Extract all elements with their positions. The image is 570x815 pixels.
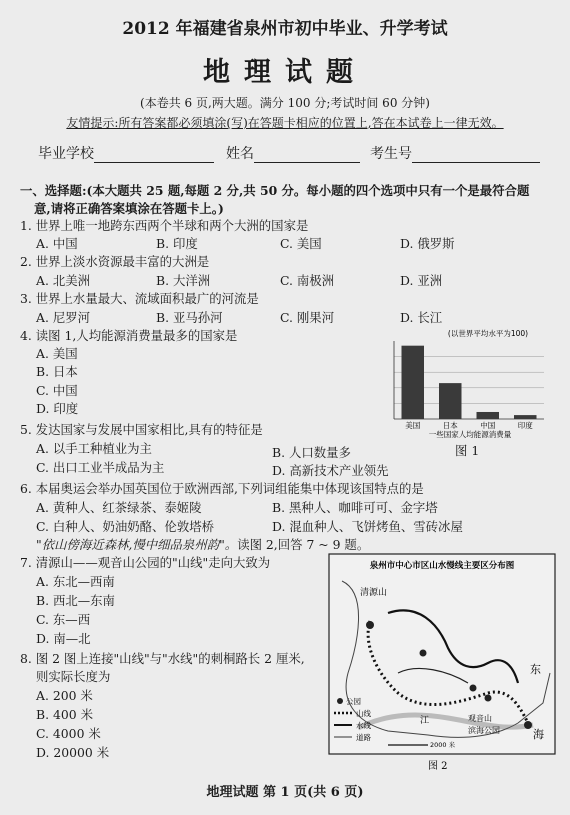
section-heading: 一、选择题:(本大题共 25 题,每题 2 分,共 50 分。每小题的四个选项中只有一个是最符合题 [20, 183, 530, 198]
q3-option-c: C. 刚果河 [280, 310, 335, 325]
q1-option-a: A. 中国 [36, 236, 78, 251]
q2-option-c: C. 南极洲 [280, 273, 335, 288]
q6-option-a: A. 黄种人、红茶绿茶、泰姬陵 [36, 500, 202, 515]
exam-no-blank [412, 148, 540, 163]
park-dot [420, 650, 427, 657]
q6-option-c: C. 白种人、奶油奶酪、伦敦塔桥 [36, 519, 214, 534]
chart-bar [439, 383, 462, 419]
legend-park: 公园 [346, 697, 361, 706]
q5-option-b: B. 人口数量多 [272, 445, 351, 460]
park-qingyuan [366, 621, 374, 629]
figure1-caption: 图 1 [455, 443, 480, 458]
legend-water: 水线 [356, 721, 371, 730]
name-field [226, 143, 360, 163]
intro-rest: 读图 2,回答 7 ~ 9 题。 [237, 537, 370, 552]
q8-stem-line2: 则实际长度为 [36, 669, 111, 684]
legend-park-icon [337, 698, 343, 704]
page-footer: 地理试题 第 1 页(共 6 页) [206, 785, 364, 800]
exam-no-field [370, 143, 540, 163]
chart-category-label: 中国 [480, 421, 496, 430]
q7-stem: 7. 清源山——观音山公园的"山线"走向大致为 [20, 555, 271, 570]
q8-option-c: C. 4000 米 [36, 726, 101, 741]
label-guanyin: 观音山 [468, 714, 492, 723]
exam-title: 2012 年福建省泉州市初中毕业、升学考试 [122, 19, 448, 39]
q8-option-b: B. 400 米 [36, 707, 93, 722]
chart-category-label: 日本 [442, 421, 458, 430]
q3-option-a: A. 尼罗河 [36, 310, 90, 325]
figure1-bar-chart [388, 329, 554, 444]
chart-bar [402, 346, 425, 419]
q5-option-d: D. 高新技术产业领先 [272, 463, 389, 478]
q5-stem: 5. 发达国家与发展中国家相比,具有的特征是 [20, 422, 263, 437]
q5-option-a: A. 以手工种植业为主 [36, 441, 152, 456]
school-blank [94, 148, 214, 163]
label-east: 东 [530, 663, 541, 676]
intro-quote: "依山傍海近森林,慢中细品泉州韵"。 [36, 537, 238, 552]
figure2-caption: 图 2 [428, 761, 448, 772]
q2-stem: 2. 世界上淡水资源最丰富的大洲是 [20, 254, 210, 269]
name-label: 姓名 [226, 146, 254, 162]
q7-option-d: D. 南—北 [36, 631, 91, 646]
exam-no-label: 考生号 [370, 146, 412, 162]
figure2-map [328, 553, 556, 773]
q6-option-d: D. 混血种人、飞饼烤鱼、雪砖冰屋 [272, 519, 463, 534]
park-binhai [524, 721, 532, 729]
q4-option-b: B. 日本 [36, 364, 78, 379]
scale-text: 2000 米 [430, 741, 456, 749]
chart-category-label: 印度 [517, 421, 533, 430]
q6-stem: 6. 本届奥运会举办国英国位于欧洲西部,下列词组能集中体现该国特点的是 [20, 481, 424, 496]
label-sea: 海 [533, 728, 544, 741]
chart-x-label: 一些国家人均能源消费量 [428, 430, 512, 439]
q7-option-c: C. 东—西 [36, 612, 91, 627]
label-qingyuan: 清源山 [360, 588, 388, 598]
q4-option-d: D. 印度 [36, 401, 79, 416]
q1-option-b: B. 印度 [156, 236, 198, 251]
q8-stem: 8. 图 2 图上连接"山线"与"水线"的刺桐路长 2 厘米, [20, 651, 305, 666]
chart-title: (以世界平均水平为100) [447, 329, 529, 338]
park-dot [470, 685, 477, 692]
q1-option-c: C. 美国 [280, 236, 322, 251]
q4-stem: 4. 读图 1,人均能源消费量最多的国家是 [20, 328, 238, 343]
section-heading-line2: 意,请将正确答案填涂在答题卡上。) [34, 201, 224, 216]
label-binhai: 滨海公园 [468, 726, 500, 735]
friendly-tip: 友情提示:所有答案都必须填涂(写)在答题卡相应的位置上,答在本试卷上一律无效。 [66, 116, 504, 130]
exam-note: (本卷共 6 页,两大题。满分 100 分;考试时间 60 分钟) [140, 96, 430, 110]
q3-stem: 3. 世界上水量最大、流域面积最广的河流是 [20, 291, 259, 306]
chart-bar [514, 415, 537, 419]
q8-option-a: A. 200 米 [36, 688, 93, 703]
q5-option-c: C. 出口工业半成品为主 [36, 460, 165, 475]
q4-option-c: C. 中国 [36, 383, 78, 398]
subject-title: 地理试题 [203, 57, 367, 88]
q4-option-a: A. 美国 [36, 346, 78, 361]
q7-option-a: A. 东北—西南 [36, 574, 115, 589]
label-jiang: 江 [420, 716, 430, 726]
q8-option-d: D. 20000 米 [36, 745, 110, 760]
school-field [38, 143, 214, 163]
legend-road: 道路 [356, 733, 371, 742]
q3-option-b: B. 亚马孙河 [156, 310, 223, 325]
q2-option-d: D. 亚洲 [400, 273, 443, 288]
q3-option-d: D. 长江 [400, 310, 443, 325]
name-blank [254, 148, 360, 163]
chart-category-labels [405, 420, 533, 430]
q1-stem: 1. 世界上唯一地跨东西两个半球和两个大洲的国家是 [20, 218, 309, 233]
chart-bar [477, 412, 500, 419]
q2-option-a: A. 北美洲 [36, 273, 90, 288]
legend-mountain: 山线 [356, 709, 371, 718]
q2-option-b: B. 大洋洲 [156, 273, 211, 288]
q1-option-d: D. 俄罗斯 [400, 236, 455, 251]
q7-9-intro [36, 535, 369, 553]
chart-category-label: 美国 [405, 421, 421, 430]
q7-option-b: B. 西北—东南 [36, 593, 115, 608]
park-dot [485, 695, 492, 702]
q6-option-b: B. 黑种人、咖啡可可、金字塔 [272, 500, 438, 515]
map-title: 泉州市中心市区山水慢线主要区分布图 [369, 561, 515, 571]
school-label: 毕业学校 [38, 146, 94, 162]
